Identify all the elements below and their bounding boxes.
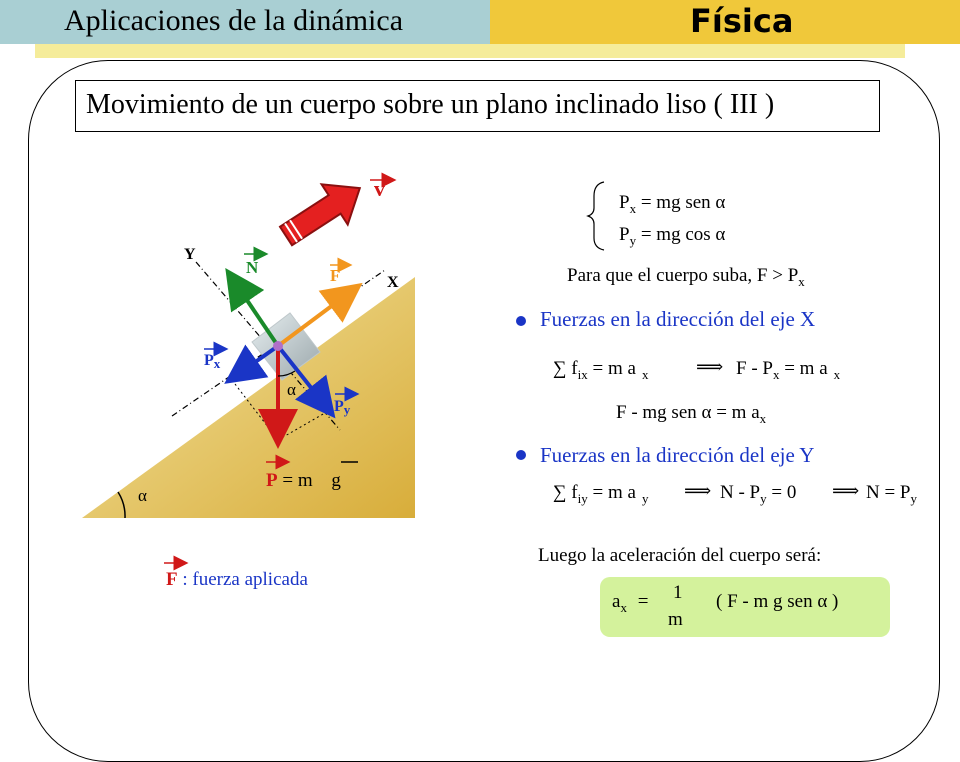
sum-fy-equation: ∑ $f_{iy} = m$ a $_y$ (553, 482, 649, 506)
conclusion-text: Luego la aceleración del cuerpo será: (538, 545, 822, 566)
ax-label: $a_x$ = (612, 591, 649, 615)
y-direction-heading: Fuerzas en la dirección del eje Y (540, 443, 815, 467)
velocity-label: v (374, 176, 385, 201)
fx-equation: $F - P_x = m$ a $_x$ (736, 358, 841, 382)
header-subject: Física (690, 2, 794, 40)
weight-label: P = m g (266, 470, 341, 491)
py-equation: $P_y$ = mg cos α (619, 224, 726, 248)
x-direction-heading: Fuerzas en la dirección del eje X (540, 307, 816, 331)
ny-equation: $N - P_y = 0$ (720, 482, 797, 506)
applied-force-legend: F : fuerza aplicada (166, 569, 308, 590)
px-label: Px (204, 352, 221, 371)
y-axis-label: Y (184, 246, 196, 263)
normal-force-label: N (246, 258, 259, 277)
fraction-numerator: 1 (673, 582, 683, 603)
py-label: Py (334, 398, 351, 417)
block-angle-label: α (287, 380, 296, 399)
fx-expanded-equation: F - mg sen α = m $a_x$ (616, 402, 767, 426)
implies-x: ⟹ (696, 357, 724, 378)
n-equals-py: $N = P_y$ (866, 482, 918, 506)
slide-title: Movimiento de un cuerpo sobre un plano inclinado liso ( III ) (86, 89, 775, 120)
fraction-denominator: m (668, 609, 683, 630)
x-axis-label: X (387, 274, 399, 291)
rise-condition: Para que el cuerpo suba, $F > P_x$ (567, 265, 805, 289)
implies-y1: ⟹ (684, 481, 712, 502)
bullet-y-icon (516, 450, 526, 460)
base-angle-label: α (138, 486, 147, 505)
header-title: Aplicaciones de la dinámica (64, 4, 404, 37)
left-brace (588, 182, 604, 250)
bullet-x-icon (516, 316, 526, 326)
ax-rhs: ( F - m g sen α ) (716, 591, 839, 612)
sum-fx-equation: ∑ $f_{ix} = m$ a $_x$ (553, 358, 649, 382)
applied-force-label: F (330, 266, 341, 285)
px-equation: $P_x$ = mg sen α (619, 192, 726, 216)
implies-y2: ⟹ (832, 481, 860, 502)
